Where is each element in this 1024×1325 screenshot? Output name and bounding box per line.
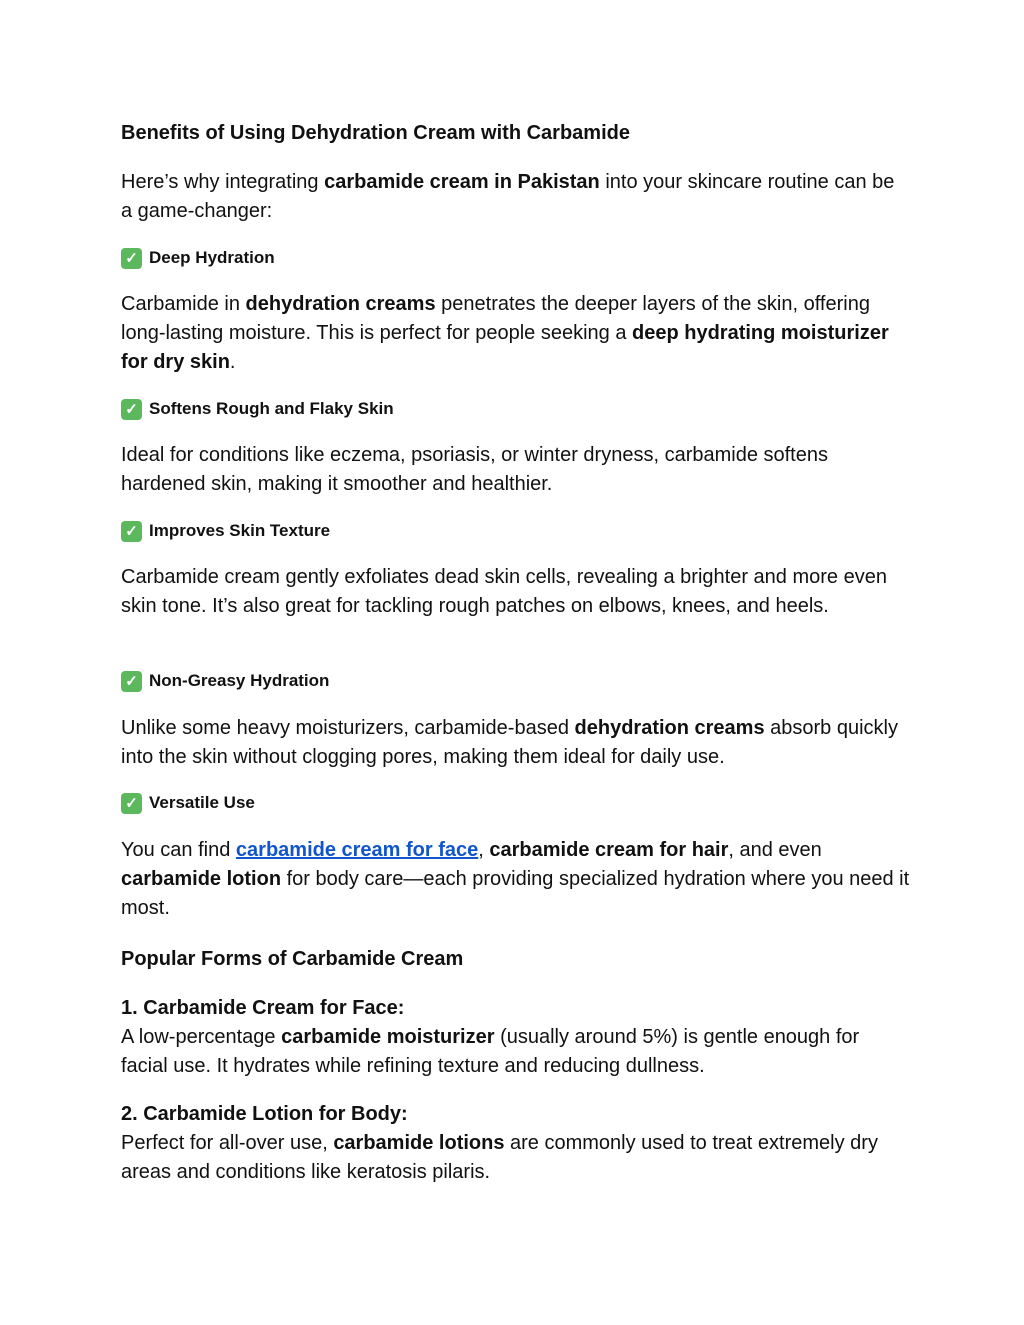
text: for body care—each providing specialized hydration where you need it most.	[121, 868, 910, 919]
form-item-face	[121, 994, 911, 1081]
intro-paragraph	[121, 168, 911, 226]
benefit-title: Deep Hydration	[149, 248, 275, 267]
text: Ideal for conditions like eczema, psoriasis, or winter dryness, carbamide softens hardened skin, making it smoother and healthier.	[121, 444, 828, 495]
bold-text: carbamide lotion	[121, 868, 282, 890]
text: .	[229, 351, 236, 373]
text: A low-percentage	[121, 1026, 282, 1048]
check-mark-icon: ✓	[121, 248, 142, 269]
benefit-title: Versatile Use	[149, 793, 255, 812]
bold-text: carbamide moisturizer	[281, 1026, 495, 1048]
check-mark-icon: ✓	[121, 399, 142, 420]
text: absorb quickly into the skin without clogging pores, making them ideal for daily use.	[121, 717, 898, 768]
form-title: 1. Carbamide Cream for Face:	[121, 997, 405, 1019]
benefit-title: Softens Rough and Flaky Skin	[149, 399, 394, 418]
bold-text: carbamide cream for hair	[489, 839, 729, 861]
bold-text: dehydration creams	[245, 293, 436, 315]
intro-bold-1: carbamide cream in Pakistan	[324, 171, 600, 193]
text: are commonly used to treat extremely dry areas and conditions like keratosis pilaris.	[121, 1132, 878, 1183]
check-mark-icon: ✓	[121, 521, 142, 542]
benefit-paragraph-texture	[121, 563, 911, 621]
bold-text: dehydration creams	[574, 717, 765, 739]
heading-popular-forms: Popular Forms of Carbamide Cream	[121, 948, 464, 970]
text: , and even	[728, 839, 822, 861]
bold-text: deep hydrating moisturizer for dry skin	[121, 322, 889, 373]
text: ,	[478, 839, 490, 861]
text: Perfect for all-over use,	[121, 1132, 334, 1154]
text: penetrates the deeper layers of the skin, offering long-lasting moisture. This is perfect for people seeking a	[121, 293, 870, 344]
benefit-heading-softens	[121, 397, 911, 421]
text: (usually around 5%) is gentle enough for facial use. It hydrates while refining texture and reducing dullness.	[121, 1026, 860, 1077]
text: Carbamide cream gently exfoliates dead skin cells, revealing a brighter and more even skin tone. It’s also great for tackling rough patches on elbows, knees, and heels.	[121, 566, 887, 617]
benefit-heading-texture	[121, 519, 911, 543]
bold-text: carbamide lotions	[333, 1132, 505, 1154]
carbamide-cream-for-face-link[interactable]: carbamide cream for face	[235, 839, 479, 861]
check-mark-icon: ✓	[121, 793, 142, 814]
benefit-heading-deep-hydration	[121, 246, 911, 270]
benefit-paragraph-non-greasy	[121, 714, 911, 772]
benefit-heading-non-greasy	[121, 669, 911, 693]
form-title: 2. Carbamide Lotion for Body:	[121, 1103, 408, 1125]
check-mark-icon: ✓	[121, 671, 142, 692]
benefit-heading-versatile	[121, 791, 911, 815]
text: Unlike some heavy moisturizers, carbamide-based	[121, 717, 575, 739]
heading-benefits: Benefits of Using Dehydration Cream with Carbamide	[121, 122, 630, 144]
benefit-paragraph-versatile	[121, 836, 911, 923]
benefit-paragraph-deep-hydration	[121, 290, 911, 377]
text: You can find	[121, 839, 236, 861]
intro-text-1: Here’s why integrating	[121, 171, 325, 193]
text: Carbamide in	[121, 293, 246, 315]
benefit-title: Non-Greasy Hydration	[149, 671, 330, 690]
benefit-title: Improves Skin Texture	[149, 521, 331, 540]
intro-text-2: into your skincare routine can be a game-changer:	[121, 171, 895, 222]
form-item-body	[121, 1100, 911, 1187]
benefit-paragraph-softens	[121, 441, 911, 499]
